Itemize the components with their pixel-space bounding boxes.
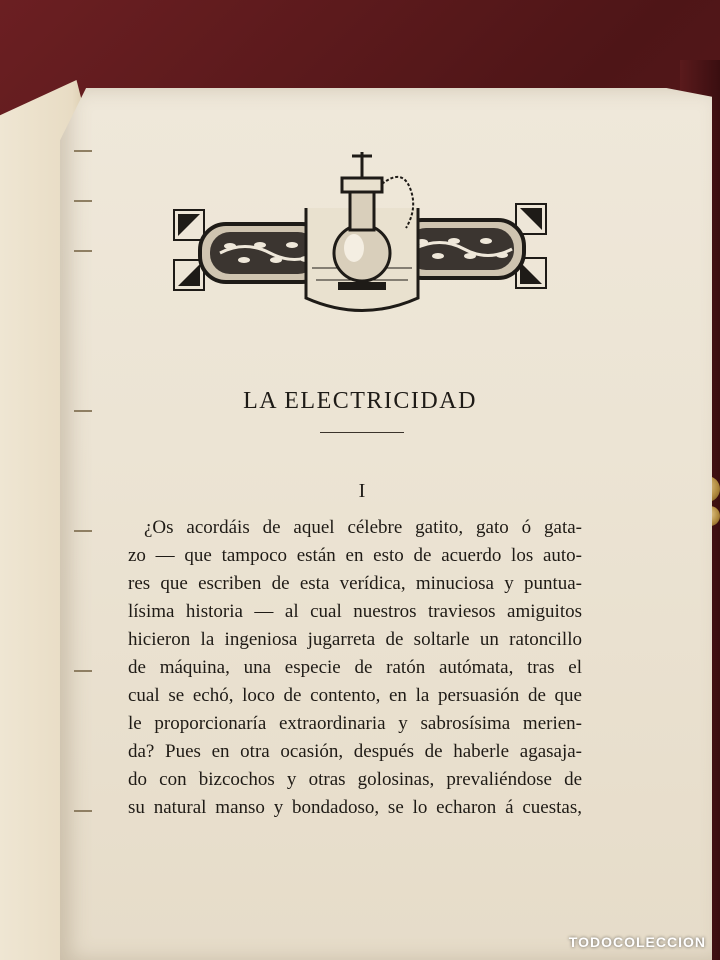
stitch-mark [74, 200, 92, 202]
text-line: su natural manso y bondadoso, se lo echaron á cuestas, [128, 797, 582, 818]
text-line: hicieron la ingeniosa jugarreta de soltarle un ratoncillo [128, 629, 582, 650]
text-line: le proporcionaría extraordinaria y sabrosísima merien- [128, 713, 582, 734]
stitch-mark [74, 810, 92, 812]
text-line: da? Pues en otra ocasión, después de haberle agasaja- [128, 741, 582, 762]
stitch-mark [74, 250, 92, 252]
stitch-mark [74, 410, 92, 412]
spine-stitches [74, 110, 94, 950]
title-divider [320, 432, 404, 433]
watermark: TODOCOLECCION [568, 934, 706, 950]
chapter-title: LA ELECTRICIDAD [243, 388, 477, 414]
section-number: I [358, 480, 366, 502]
text-line: de máquina, una especie de ratón autómata, tras el [128, 657, 582, 678]
stitch-mark [74, 150, 92, 152]
body-text [128, 514, 582, 822]
stitch-mark [74, 670, 92, 672]
text-line: do con bizcochos y otras golosinas, prevaliéndose de [128, 769, 582, 790]
electric-jar-ornament-icon [170, 148, 554, 316]
text-line: ¿Os acordáis de aquel célebre gatito, gato ó gata- [144, 517, 582, 538]
text-line: res que escriben de esta verídica, minuciosa y puntua- [128, 573, 582, 594]
text-line: lísima historia — al cual nuestros traviesos amiguitos [128, 601, 582, 622]
text-line: zo — que tampoco están en esto de acuerdo los auto- [128, 545, 582, 566]
text-line: cual se echó, loco de contento, en la persuasión de que [128, 685, 582, 706]
stitch-mark [74, 530, 92, 532]
